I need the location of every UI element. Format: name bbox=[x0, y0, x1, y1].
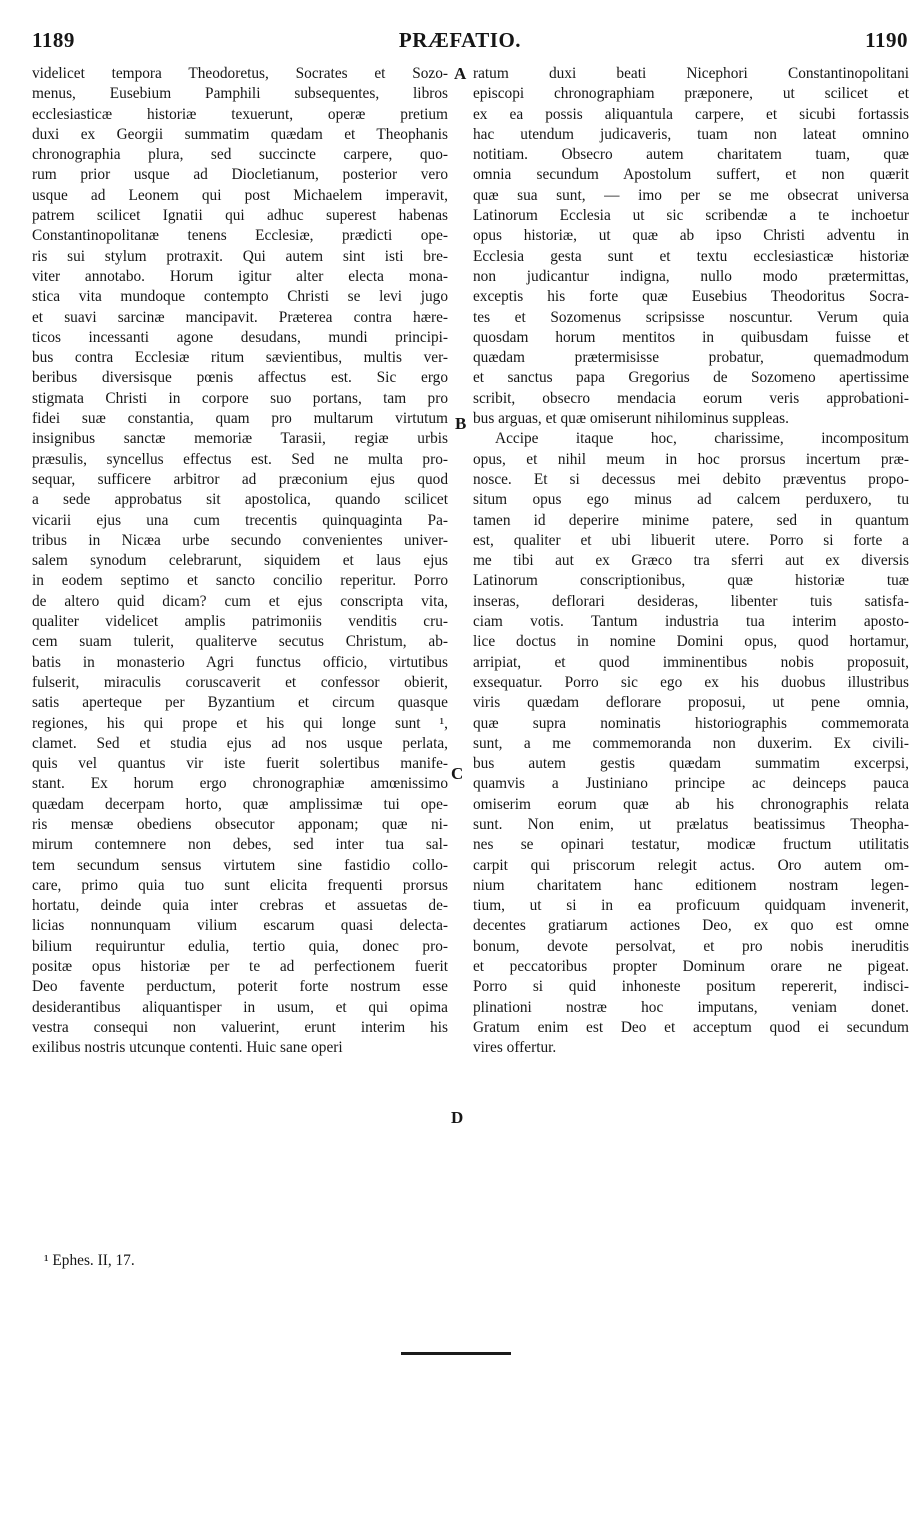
text-line: quæ sua sunt, — imo per se me obsecrat universa bbox=[473, 186, 909, 204]
margin-marker-b: B bbox=[455, 414, 467, 433]
text-line: opus, et nihil meum in hoc prorsus incertum præ- bbox=[473, 450, 909, 468]
text-line: sunt. Non enim, ut prælatus beatissimus Theopha- bbox=[473, 815, 909, 833]
text-line: opus historiæ, ut quæ ab ipso Christi adventu in bbox=[473, 227, 909, 245]
text-line: quædam decerpam horto, quæ amplissimæ tui ope- bbox=[32, 795, 448, 813]
text-line: tamen id deperire minime patere, sed in quantum bbox=[473, 511, 909, 529]
page-number-left: 1189 bbox=[32, 28, 75, 52]
text-line: tium, ut si in ea proficuum quidquam invenerit, bbox=[473, 897, 909, 915]
text-line: stigmata Christi in corpore suo portans, tam pro bbox=[32, 389, 448, 407]
text-line: quamvis a Justiniano principe ac deinceps pauca bbox=[473, 775, 909, 793]
text-line: episcopi chronographiam præponere, ut scilicet et bbox=[473, 85, 909, 103]
right-column bbox=[473, 64, 909, 1059]
text-line: hac utendum judicaveris, tuam non lateat omnino bbox=[473, 125, 909, 143]
margin-marker-d: D bbox=[451, 1108, 464, 1127]
text-line: fidei suæ constantia, quam pro multarum virtutum bbox=[32, 410, 448, 428]
text-line: quædam prætermisisse probatur, quemadmodum bbox=[473, 349, 909, 367]
text-line: ratum duxi beati Nicephori Constantinopolitani bbox=[473, 65, 909, 82]
text-line: præsulis, syncellus effectus est. Sed ne multa pro- bbox=[32, 450, 448, 468]
text-line: nosce. Et si decessus mei debito præventus propo- bbox=[473, 470, 909, 488]
text-line: carpit qui priscorum relegit actus. Oro autem om- bbox=[473, 856, 909, 874]
text-line: batis in monasterio Agri functus officio, virtutibus bbox=[32, 653, 448, 671]
text-line: decentes gratiarum actiones Deo, ex quo est omne bbox=[473, 917, 909, 935]
text-line: beribus diversisque pœnis affectus est. Sic ergo bbox=[32, 369, 448, 387]
text-line: positæ opus historiæ per te ad perfectionem fuerit bbox=[32, 958, 448, 976]
text-line: quis vel quantus vir iste fuerit solertibus manife- bbox=[32, 755, 448, 773]
text-line: stica vita mundoque contempto Christi se levi jugo bbox=[32, 288, 448, 306]
text-line: Accipe itaque hoc, charissime, incompositum bbox=[495, 430, 909, 448]
text-line: licias nonnunquam vilium escarum quasi delecta- bbox=[32, 917, 448, 935]
text-line: bus contra Ecclesiæ ritum sævientibus, multis ver- bbox=[32, 349, 448, 367]
text-line: usque ad Leonem qui post Michaelem imperavit, bbox=[32, 186, 448, 204]
text-line: plinationi nostræ hoc imputans, veniam donet. bbox=[473, 998, 909, 1016]
text-line: ciam votis. Tantum industria tua interim aposto- bbox=[473, 613, 909, 631]
text-line: est, qualiter et ubi libuerit utere. Porro si forte a bbox=[473, 531, 909, 549]
text-line: hortatu, deinde quia inter crebras et assuetas de- bbox=[32, 897, 448, 915]
text-line: mirum contemnere non debes, sed inter tua sal- bbox=[32, 836, 448, 854]
text-line: care, primo quia tuo sunt elicita frequenti prorsus bbox=[32, 876, 448, 894]
text-line: de altero quid dicam? cum et ejus conscripta vita, bbox=[32, 592, 448, 610]
text-line: ticos incessanti agone desudans, mundi principi- bbox=[32, 328, 448, 346]
text-line: sequar, sufficere arbitror ad præconium ejus quod bbox=[32, 470, 448, 488]
text-line: a sede approbatus sit apostolica, quando scilicet bbox=[32, 491, 448, 509]
text-line: vires offertur. bbox=[473, 1039, 557, 1057]
text-line: omiserim eorum quæ ab his chronographis relata bbox=[473, 795, 909, 813]
text-line: situm opus ego minus ad calcem perduxero, tu bbox=[473, 491, 909, 509]
running-title: PRÆFATIO. bbox=[398, 28, 522, 52]
text-line: cem suam tulerit, qualiterve secutus Christum, ab- bbox=[32, 633, 448, 651]
text-line: Gratum enim est Deo et acceptum quod ei secundum bbox=[473, 1018, 909, 1036]
text-line: in eodem septimo et sancto concilio reperitur. Porro bbox=[32, 572, 448, 590]
text-line: patrem scilicet Ignatii qui adhuc superest habenas bbox=[32, 207, 448, 225]
text-line: arripiat, et quod imminentibus nobis proposuit, bbox=[473, 653, 909, 671]
text-line: quæ supra nominatis historiographis commemorata bbox=[473, 714, 909, 732]
text-line: non judicantur indigna, nullo modo prætermittas, bbox=[473, 267, 909, 285]
margin-marker-a: A bbox=[454, 64, 467, 83]
text-line: Latinorum conscriptionibus, quæ historiæ tuæ bbox=[473, 572, 909, 590]
text-line: clamet. Sed et studia ejus ad nos usque perlata, bbox=[32, 734, 448, 752]
text-line: Ecclesia gesta sunt et textu ecclesiasticæ historiæ bbox=[473, 247, 909, 265]
text-line: ris sui stylum protraxit. Qui autem sint isti bre- bbox=[32, 247, 448, 265]
text-line: et suavi sarcinæ mancipavit. Præterea contra hære- bbox=[32, 308, 448, 326]
text-line: Constantinopolitanæ tenens Ecclesiæ, prædicti ope- bbox=[32, 227, 448, 245]
text-line: tribus in Nicæa urbe secundo convenientes univer- bbox=[32, 531, 448, 549]
text-line: salem synodum celebrarunt, siquidem et laus ejus bbox=[32, 552, 448, 570]
text-line: bus autem gestis quædam summatim excerpsi, bbox=[473, 755, 909, 773]
text-line: desiderantibus aliquantisper in usum, et qui opima bbox=[32, 998, 448, 1016]
text-line: vestra consequi non valuerint, erunt interim his bbox=[32, 1018, 448, 1036]
text-line: ex ea possis aliquantula carpere, et sicubi fortassis bbox=[473, 105, 909, 123]
text-line: exsequatur. Porro sic ego ex his duobus illustribus bbox=[473, 673, 909, 691]
text-line: vicarii ejus una cum trecentis quinquaginta Pa- bbox=[32, 511, 448, 529]
page-number-right: 1190 bbox=[865, 28, 908, 52]
text-line: notitiam. Obsecro autem charitatem tuam, quæ bbox=[473, 146, 909, 164]
text-line: stant. Ex horum ergo chronographiæ amœnissimo bbox=[32, 775, 448, 793]
text-line: duxi ex Georgii summatim quædam et Theophanis bbox=[32, 125, 448, 143]
text-line: fulserit, miraculis coruscaverit et confessor obierit, bbox=[32, 673, 448, 691]
text-line: bilium requiruntur edulia, tertio quia, donec pro- bbox=[32, 937, 448, 955]
text-line: videlicet tempora Theodoretus, Socrates et Sozo- bbox=[32, 65, 448, 82]
margin-marker-c: C bbox=[451, 764, 464, 783]
text-line: sunt, a me commemoranda non duxerim. Ex civili- bbox=[473, 734, 909, 752]
text-line: bonum, devote persolvat, et pro nobis ineruditis bbox=[473, 937, 909, 955]
text-line: viter annotabo. Horum igitur alter electa mona- bbox=[32, 267, 448, 285]
text-line: me tibi aut ex Græco tra sferri aut ex diversis bbox=[473, 552, 909, 570]
text-line: regiones, his qui prope et his qui longe sunt ¹, bbox=[32, 714, 448, 732]
text-line: rum prior usque ad Diocletianum, posterior vero bbox=[32, 166, 448, 184]
text-line: omnia secundum Apostolum suffert, et non quærit bbox=[473, 166, 909, 184]
text-line: nium charitatem hanc editionem nostram legen- bbox=[473, 876, 909, 894]
text-line: ecclesiasticæ historiæ texuerunt, operæ pretium bbox=[32, 105, 448, 123]
left-column bbox=[32, 64, 448, 1059]
text-line: Latinorum Ecclesia ut sic scribendæ a te inchoetur bbox=[473, 207, 909, 225]
text-line: ris mensæ obediens obsecutor apponam; quæ ni- bbox=[32, 815, 448, 833]
text-line: quosdam horum mentitos in quibusdam fuisse et bbox=[473, 328, 909, 346]
text-line: viris quædam deflorare proposui, ut pene omnia, bbox=[473, 694, 909, 712]
text-line: exceptis his forte quæ Eusebius Theodoritus Socra- bbox=[473, 288, 909, 306]
text-line: tes et Sozomenus scripsisse noscuntur. Verum quia bbox=[473, 308, 909, 326]
text-line: lice doctus in nomine Domini opus, quod hortamur, bbox=[473, 633, 909, 651]
text-line: satis aperteque per Byzantium et circum quasque bbox=[32, 694, 448, 712]
text-line: nes se opinari testatur, modicæ fructum utilitatis bbox=[473, 836, 909, 854]
text-line: tem secundum sensus virtutem sine fastidio collo- bbox=[32, 856, 448, 874]
text-line: Deo favente perductum, poterit forte nostrum esse bbox=[32, 978, 448, 996]
text-line: insignibus sanctæ memoriæ Tarasii, regiæ urbis bbox=[32, 430, 448, 448]
text-line: et peccatoribus propter Dominum orare ne pigeat. bbox=[473, 958, 909, 976]
text-line: et sanctus papa Gregorius de Sozomeno apertissime bbox=[473, 369, 909, 387]
text-line: qualiter videlicet amplis patrimoniis venditis cru- bbox=[32, 613, 448, 631]
closing-rule bbox=[401, 1352, 511, 1355]
text-line: scribit, obsecro mendacia eorum veris approbationi- bbox=[473, 389, 909, 407]
text-line: chronographia plura, sed succincte carpere, quo- bbox=[32, 146, 448, 164]
text-line: menus, Eusebium Pamphili subsequentes, libros bbox=[32, 85, 448, 103]
footnote: ¹ Ephes. II, 17. bbox=[44, 1252, 135, 1269]
text-line: Porro si quid inhoneste positum repererit, indisci- bbox=[473, 978, 909, 996]
text-line: exilibus nostris utcunque contenti. Huic sane operi bbox=[32, 1039, 343, 1057]
text-line: inseras, deflorari desideras, libenter tuis satisfa- bbox=[473, 592, 909, 610]
text-line: bus arguas, et quæ omiserunt nihilominus suppleas. bbox=[473, 410, 789, 428]
